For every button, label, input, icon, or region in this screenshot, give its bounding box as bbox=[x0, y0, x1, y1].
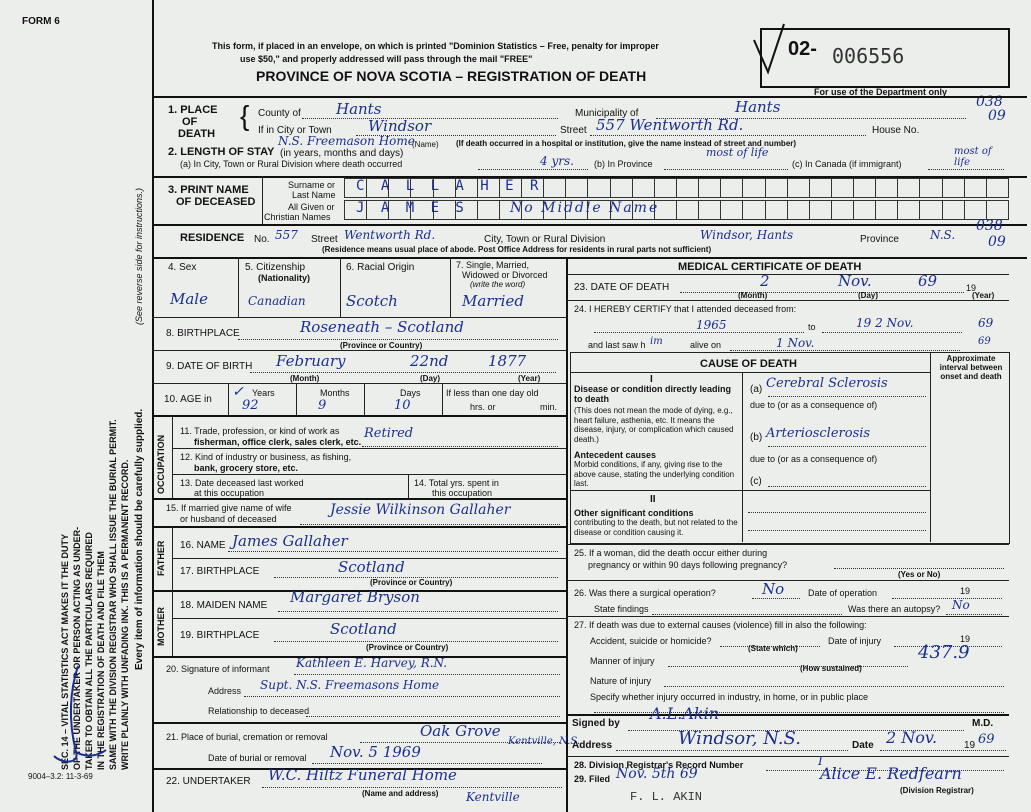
side-instruction-7: Every item of information should be carefully supplied. bbox=[134, 408, 145, 670]
side-instruction-4: IN THE REGISTRATION OF DEATH AND FILE THEM bbox=[96, 551, 106, 770]
letter-box bbox=[942, 200, 965, 220]
residence-code-1: 038 bbox=[976, 218, 1003, 234]
signed-by-label: Signed by bbox=[572, 718, 620, 729]
letter-box bbox=[765, 178, 788, 198]
informant-address: Supt. N.S. Freemasons Home bbox=[260, 678, 440, 692]
given-label-2: Christian Names bbox=[264, 212, 331, 222]
dob-day: 22nd bbox=[410, 352, 449, 370]
letter-box bbox=[787, 200, 810, 220]
stay-canada-value: most of life bbox=[954, 146, 992, 168]
middle-name-value: No Middle Name bbox=[510, 200, 660, 216]
house-no-label: House No. bbox=[872, 125, 920, 136]
trade-value: Retired bbox=[364, 426, 414, 441]
last-saw-label: and last saw h bbox=[588, 340, 646, 350]
cause-a-label: (a) bbox=[750, 384, 763, 395]
age-months-label: Months bbox=[320, 388, 350, 398]
stay-label: 2. LENGTH OF STAY bbox=[168, 146, 275, 158]
citizenship-label: 5. Citizenship bbox=[245, 262, 306, 273]
trade-label-2: fisherman, office clerk, sales clerk, etc. bbox=[194, 437, 362, 447]
given-label-1: All Given or bbox=[288, 202, 335, 212]
surname-value: C A L L A H E R bbox=[356, 178, 543, 194]
residence-province-label: Province bbox=[860, 234, 899, 245]
physician-address: Windsor, N.S. bbox=[678, 728, 801, 749]
residence-street: Wentworth Rd. bbox=[344, 228, 436, 242]
margin-signature bbox=[40, 660, 110, 770]
racial-origin-value: Scotch bbox=[346, 292, 398, 310]
attended-to: 19 2 Nov. bbox=[856, 316, 914, 330]
roman-one: I bbox=[650, 374, 653, 385]
letter-box bbox=[986, 178, 1009, 198]
mother-birthplace-value: Scotland bbox=[330, 620, 397, 638]
residence-note: (Residence means usual place of abode. Post Office Address for residents in rural parts not sufficient) bbox=[322, 245, 712, 254]
letter-box bbox=[698, 178, 721, 198]
dod-day-label: (Day) bbox=[858, 291, 879, 300]
stay-province-value: most of life bbox=[706, 146, 769, 159]
letter-box bbox=[565, 178, 588, 198]
occupation-side-label: OCCUPATION bbox=[156, 434, 166, 494]
dob-day-label: (Day) bbox=[420, 374, 441, 383]
letter-box bbox=[942, 178, 965, 198]
father-birthplace-label: 17. BIRTHPLACE bbox=[180, 566, 260, 577]
interval-label: Approximate interval between onset and death bbox=[939, 354, 1003, 381]
mother-birthplace-note: (Province or Country) bbox=[366, 643, 449, 652]
letter-box bbox=[831, 178, 854, 198]
sex-label: 4. Sex bbox=[168, 262, 197, 273]
letter-box bbox=[809, 178, 832, 198]
burial-date-value: Nov. 5 1969 bbox=[330, 743, 421, 761]
name-label-2: OF DECEASED bbox=[176, 196, 256, 208]
state-which-label: (State which) bbox=[748, 644, 798, 653]
roman-two: II bbox=[650, 494, 656, 505]
dod-century: 19 bbox=[966, 283, 977, 293]
letter-box bbox=[897, 178, 920, 198]
letter-box bbox=[632, 178, 655, 198]
yes-no-label: (Yes or No) bbox=[898, 570, 941, 579]
side-instruction-3: TAKER TO OBTAIN ALL THE PARTICULARS REQUIRED bbox=[84, 532, 94, 770]
mother-name-value: Margaret Bryson bbox=[290, 588, 420, 606]
dob-year-label: (Year) bbox=[518, 374, 541, 383]
dod-label: 23. DATE OF DEATH bbox=[574, 282, 670, 293]
letter-box bbox=[477, 200, 500, 220]
form-title: PROVINCE OF NOVA SCOTIA – REGISTRATION OF DEATH bbox=[256, 68, 647, 84]
father-name-label: 16. NAME bbox=[180, 540, 226, 551]
side-instruction-1: SEC. 14 – VITAL STATISTICS ACT MAKES IT THE DUTY bbox=[60, 533, 70, 770]
marital-value: Married bbox=[462, 292, 524, 310]
name-label-1: 3. PRINT NAME bbox=[168, 184, 249, 196]
letter-box bbox=[610, 178, 633, 198]
pregnancy-label-1: 25. If a woman, did the death occur either during bbox=[574, 548, 768, 558]
letter-box bbox=[742, 178, 765, 198]
last-saw-date: 1 Nov. bbox=[776, 336, 815, 350]
residence-city: Windsor, Hants bbox=[700, 228, 794, 242]
stay-line-b: (b) In Province bbox=[594, 159, 653, 169]
form-number: FORM 6 bbox=[22, 16, 60, 27]
printed-physician-name: F. L. AKIN bbox=[630, 790, 703, 804]
pregnancy-label-2: pregnancy or within 90 days following pregnancy? bbox=[588, 560, 788, 570]
residence-label: RESIDENCE bbox=[180, 232, 245, 244]
residence-city-label: City, Town or Rural Division bbox=[484, 234, 606, 245]
alive-on-label: alive on bbox=[690, 340, 722, 350]
medical-header: MEDICAL CERTIFICATE OF DEATH bbox=[678, 261, 862, 273]
cause-a-value: Cerebral Sclerosis bbox=[766, 376, 888, 391]
due-to-a-label: due to (or as a consequence of) bbox=[750, 400, 878, 410]
attended-to-label: to bbox=[808, 322, 816, 332]
attended-from: 1965 bbox=[696, 318, 727, 332]
letter-box bbox=[853, 178, 876, 198]
letter-box bbox=[787, 178, 810, 198]
icd-code: 437.9 bbox=[918, 642, 970, 663]
age-label: 10. AGE in bbox=[164, 394, 212, 405]
residence-street-label: Street bbox=[311, 234, 338, 245]
place-code-1: 038 bbox=[976, 94, 1003, 110]
antecedent-label: Antecedent causes bbox=[574, 450, 657, 460]
other-conditions-note: contributing to the death, but not related to the disease or condition causing it. bbox=[574, 518, 738, 537]
given-value: J A M E S bbox=[356, 200, 468, 216]
dod-year-value: 69 bbox=[918, 272, 938, 290]
spouse-value: Jessie Wilkinson Gallaher bbox=[330, 502, 511, 518]
informant-signature-label: 20. Signature of informant bbox=[166, 664, 270, 674]
institution-value: N.S. Freemason Home bbox=[278, 134, 415, 148]
letter-box bbox=[831, 200, 854, 220]
envelope-note-2: use $50," and properly addressed will pass through the mail "FREE" bbox=[240, 54, 533, 64]
letter-box bbox=[720, 178, 743, 198]
age-years-label: Years bbox=[252, 388, 275, 398]
dob-month-label: (Month) bbox=[290, 374, 320, 383]
registrar-record-label: 28. Division Registrar's Record Number bbox=[574, 760, 744, 770]
informant-signature: Kathleen E. Harvey, R.N. bbox=[296, 656, 448, 670]
burial-place-value: Oak Grove bbox=[420, 722, 501, 740]
signed-year: 69 bbox=[978, 732, 995, 747]
marital-label-3: (write the word) bbox=[470, 280, 526, 289]
residence-province: N.S. bbox=[930, 228, 956, 242]
dod-month-label: (Month) bbox=[738, 291, 768, 300]
residence-number: 557 bbox=[275, 228, 298, 242]
department-use-label: For use of the Department only bbox=[814, 87, 948, 97]
how-sustained-label: (How sustained) bbox=[800, 664, 862, 673]
burial-place-label: 21. Place of burial, cremation or removal bbox=[166, 732, 328, 742]
external-causes-label: 27. If death was due to external causes (violence) fill in also the following: bbox=[574, 620, 867, 630]
last-saw-him: im bbox=[650, 336, 663, 347]
place-of-label: OF bbox=[182, 116, 198, 128]
less-than-day-label: If less than one day old bbox=[446, 388, 539, 398]
letter-box bbox=[809, 200, 832, 220]
filed-label: 29. Filed bbox=[574, 774, 611, 784]
letter-box bbox=[720, 200, 743, 220]
other-conditions-label: Other significant conditions bbox=[574, 508, 694, 518]
street-label: Street bbox=[560, 125, 587, 136]
spouse-label-2: or husband of deceased bbox=[180, 514, 277, 524]
mother-side-label: MOTHER bbox=[156, 607, 166, 646]
division-registrar-label: (Division Registrar) bbox=[900, 786, 974, 795]
stay-line-c: (c) In Canada (if immigrant) bbox=[792, 159, 902, 169]
min-label: min. bbox=[540, 402, 558, 412]
signed-date-label: Date bbox=[852, 740, 874, 751]
certify-label: 24. I HEREBY CERTIFY that I attended deceased from: bbox=[574, 304, 797, 314]
letter-box bbox=[964, 178, 987, 198]
surgery-value: No bbox=[762, 580, 785, 598]
sex-value: Male bbox=[170, 290, 208, 308]
marital-label-1: 7. Single, Married, bbox=[456, 260, 530, 270]
physician-signature: A.L.Akin bbox=[650, 704, 720, 723]
dob-year: 1877 bbox=[488, 352, 527, 370]
direct-cause-label: Disease or condition directly leading to death bbox=[574, 384, 732, 404]
dod-year-label: (Year) bbox=[972, 291, 995, 300]
spouse-label-1: 15. If married give name of wife bbox=[166, 503, 292, 513]
marital-label-2: Widowed or Divorced bbox=[462, 270, 548, 280]
city-label: If in City or Town bbox=[258, 125, 332, 136]
hrs-label: hrs. or bbox=[470, 402, 496, 412]
place-death-label: DEATH bbox=[178, 128, 216, 140]
father-side-label: FATHER bbox=[156, 540, 166, 576]
letter-box bbox=[742, 200, 765, 220]
footer-code: 9004–3.2: 11-3-69 bbox=[28, 772, 93, 781]
letter-box bbox=[919, 178, 942, 198]
registrar-signature: Alice E. Redfearn bbox=[820, 764, 962, 783]
accident-label: Accident, suicide or homicide? bbox=[590, 636, 712, 646]
dob-month: February bbox=[276, 352, 346, 370]
father-birthplace-value: Scotland bbox=[338, 558, 405, 576]
surname-label-2: Last Name bbox=[292, 190, 336, 200]
last-worked-label-1: 13. Date deceased last worked bbox=[180, 478, 304, 488]
letter-box bbox=[853, 200, 876, 220]
municipality-value: Hants bbox=[735, 98, 781, 116]
residence-no-label: No. bbox=[254, 234, 270, 245]
street-value: 557 Wentworth Rd. bbox=[596, 116, 744, 134]
mother-name-label: 18. MAIDEN NAME bbox=[180, 600, 268, 611]
physician-address-label: Address bbox=[572, 740, 613, 751]
injury-date-label: Date of injury bbox=[828, 636, 882, 646]
citizenship-value: Canadian bbox=[248, 294, 306, 308]
surgery-label: 26. Was there a surgical operation? bbox=[574, 588, 716, 598]
stay-city-value: 4 yrs. bbox=[540, 154, 574, 168]
burial-date-label: Date of burial or removal bbox=[208, 753, 307, 763]
operation-date-label: Date of operation bbox=[808, 588, 878, 598]
nationality-label: (Nationality) bbox=[258, 273, 311, 283]
undertaker-value: W.C. Hiltz Funeral Home bbox=[268, 766, 457, 784]
surname-label-1: Surname or bbox=[288, 180, 336, 190]
hospital-note: (If death occurred in a hospital or institution, give the name instead of street and number) bbox=[456, 139, 797, 148]
manner-label: Manner of injury bbox=[590, 656, 655, 666]
frame-left bbox=[152, 0, 154, 812]
relationship-label: Relationship to deceased bbox=[208, 706, 310, 716]
death-registration-form: FORM 6 SEC. 14 – VITAL STATISTICS ACT MAKES IT THE DUTY OF THE UNDERTAKER OR PERSON ACTING AS UNDER- TAKER TO OBTAIN ALL THE PARTICULARS REQUIRED IN THE REGISTRATION OF DEATH AND FILE THEM SAME WITH THE DIVISION REGISTRAR WHO SHALL ISSUE THE BURIAL PERMIT. WRITE PLAINLY WITH UNFADING INK. THIS IS A PERMANENT RECORD. Every item of information should be carefully supplied. (See reverse side for instructions.) 9004–3.2: 11-3-69 This form, if placed in an envelope, on which is printed "Dominion Statistics – Free, penalty for improper use $50," and properly addressed will pass through the mail "FREE" PROVINCE OF NOVA SCOTIA – REGISTRATION OF DEATH 02- 006556 For use of the Department only 038 09 1. PLACE OF DEATH { County of Hants Municipality of Hants If in City or Town Windsor Street 557 Wentworth Rd. House No. (If death occurred in a hospital or institution, give the name instead of street and number) N.S. Freemason Home 2. LENGTH OF STAY (in years, months and days) (Name) (a) In City, Town or Rural Division where death occurred 4 yrs. (b) In Province most of life (c) In Canada (if immigrant) most of life 3. PRINT NAME OF DECEASED Surname or Last Name All Given or Christian Names C A L L A H E R J A M E S No Middle Name RESIDENCE No. 557 Street Wentworth Rd. City, Town or Rural Division Windsor, Hants Province N.S. (Residence means usual place of abode. Post Office Address for residents in rural parts not sufficient) 038 09 4. Sex Male 5. Citizenship (Nationality) Canadian 6. Racial Origin Scotch 7. Single, Married, Widowed or Divorced (write the word) Married 8. BIRTHPLACE Roseneath – Scotland (Province or Country) 9. DATE OF BIRTH February 22nd 1877 (Month) (Day) (Year) 10. AGE in Years Months Days ✓ 92 9 10 If less than one day old hrs. or min. OCCUPATION 11. Trade, profession, or kind of work as fisherman, office clerk, sales clerk, etc. Retired 12. Kind of industry or business, as fishing, bank, grocery store, etc. 13. Date deceased last worked at this occupation 14. Total yrs. spent in this occupation 15. If married give name of wife or husband of deceased Jessie Wilkinson Gallaher FATHER 16. NAME James Gallaher 17. BIRTHPLACE Scotland (Province or Country) MOTHER 18. MAIDEN NAME Margaret Bryson 19. BIRTHPLACE Scotland (Province or Country) 20. Signature of informant Kathleen E. Harvey, R.N. Address Supt. N.S. Freemasons Home Relationship to deceased 21. Place of burial, cremation or removal Oak Grove Date of burial or removal Nov. 5 1969 Kentville, N.S. 22. UNDERTAKER W.C. Hiltz Funeral Home (Name and address) Kentville F. L. AKIN MEDICAL CERTIFICATE OF DEATH 23. DATE OF DEATH 2 Nov. 69 19 (Month) (Day) (Year) 24. I HEREBY CERTIFY that I attended deceased from: 1965 to 19 2 Nov. 69 and last saw h im alive on 1 Nov. 69 CAUSE OF DEATH Approximate interval between onset and death I Disease or condition directly leading to death (This does not mean the mode of dying, e.g., heart failure, asthenia, etc. It means the disease, injury, or complication which caused death.) (a) Cerebral Sclerosis due to (or as a consequence of) (b) Arteriosclerosis Antecedent causes Morbid conditions, if any, giving rise to the above cause, stating the underlying condition last. due to (or as a consequence of) (c) II Other significant conditions contributing to the death, but not related to the disease or condition causing it. 25. If a woman, did the death occur either during pregnancy or within 90 days following pregnancy? (Yes or No) 26. Was there a surgical operation? No Date of operation 19 State findings Was there an autopsy? No 27. If death was due to external causes (violence) fill in also the following: Accident, suicide or homicide? Date of injury 19 (State which) 437.9 Manner of injury (How sustained) Nature of injury Specify whether injury occurred in industry, in home, or in public place Signed by A.L.Akin M.D. Address Windsor, N.S. Date 2 Nov. 19 69 28. Division Registrar's Record Number I 29. Filed Nov. 5th 69 Alice E. Redfearn (Division Registrar) bbox=[0, 0, 1031, 812]
autopsy-label: Was there an autopsy? bbox=[848, 604, 941, 614]
letter-box bbox=[875, 200, 898, 220]
letter-box bbox=[676, 178, 699, 198]
letter-box bbox=[897, 200, 920, 220]
age-days-value: 10 bbox=[394, 398, 411, 413]
father-birthplace-note: (Province or Country) bbox=[370, 578, 453, 587]
last-worked-label-2: at this occupation bbox=[194, 488, 265, 498]
cause-b-label: (b) bbox=[750, 432, 763, 443]
city-value: Windsor bbox=[368, 117, 432, 135]
check-mark bbox=[750, 20, 790, 80]
burial-town: Kentville, N.S. bbox=[508, 736, 581, 747]
undertaker-town: Kentville bbox=[466, 790, 520, 804]
undertaker-name-address-label: (Name and address) bbox=[362, 789, 439, 798]
residence-code-2: 09 bbox=[988, 234, 1006, 250]
municipality-label: Municipality of bbox=[575, 108, 639, 119]
dod-month-value: Nov. bbox=[838, 272, 872, 290]
age-days-label: Days bbox=[400, 388, 421, 398]
father-name-value: James Gallaher bbox=[232, 532, 348, 550]
autopsy-value: No bbox=[952, 598, 970, 612]
registration-number: 006556 bbox=[832, 44, 905, 68]
industry-place-label: Specify whether injury occurred in industry, in home, or in public place bbox=[590, 692, 868, 702]
cause-b-value: Arteriosclerosis bbox=[766, 426, 871, 441]
antecedent-note: Morbid conditions, if any, giving rise to the above cause, stating the underlying condition last. bbox=[574, 460, 735, 488]
mother-birthplace-label: 19. BIRTHPLACE bbox=[180, 630, 260, 641]
birthplace-label: 8. BIRTHPLACE bbox=[166, 328, 240, 339]
industry-label-2: bank, grocery store, etc. bbox=[194, 463, 299, 473]
side-instruction-8: (See reverse side for instructions.) bbox=[134, 187, 144, 325]
envelope-note-1: This form, if placed in an envelope, on which is printed "Dominion Statistics – Free, penalty for improper bbox=[212, 41, 659, 51]
place-code-2: 09 bbox=[988, 108, 1006, 124]
letter-box bbox=[986, 200, 1009, 220]
attended-to-year: 69 bbox=[978, 316, 994, 330]
undertaker-label: 22. UNDERTAKER bbox=[166, 776, 251, 787]
letter-box bbox=[765, 200, 788, 220]
dob-label: 9. DATE OF BIRTH bbox=[166, 361, 253, 372]
registration-prefix: 02- bbox=[788, 38, 817, 60]
informant-address-label: Address bbox=[208, 686, 242, 696]
total-years-label-2: this occupation bbox=[432, 488, 493, 498]
stay-name-label: (Name) bbox=[412, 140, 439, 149]
registrar-record-value: I bbox=[818, 754, 823, 768]
dod-day-value: 2 bbox=[760, 272, 770, 290]
state-findings-label: State findings bbox=[594, 604, 649, 614]
birthplace-value: Roseneath – Scotland bbox=[300, 318, 464, 336]
total-years-label-1: 14. Total yrs. spent in bbox=[414, 478, 499, 488]
stay-sub-label: (in years, months and days) bbox=[280, 148, 404, 159]
signed-date: 2 Nov. bbox=[886, 728, 938, 747]
side-instruction-2: OF THE UNDERTAKER OR PERSON ACTING AS UNDER- bbox=[72, 526, 82, 770]
nature-label: Nature of injury bbox=[590, 676, 652, 686]
birthplace-note: (Province or Country) bbox=[340, 341, 423, 350]
letter-box bbox=[587, 178, 610, 198]
last-saw-year: 69 bbox=[978, 336, 991, 347]
md-label: M.D. bbox=[972, 718, 994, 729]
racial-origin-label: 6. Racial Origin bbox=[346, 262, 415, 273]
cause-header: CAUSE OF DEATH bbox=[700, 358, 797, 370]
letter-box bbox=[919, 200, 942, 220]
due-to-b-label: due to (or as a consequence of) bbox=[750, 454, 878, 464]
filed-value: Nov. 5th 69 bbox=[616, 766, 698, 782]
letter-box bbox=[698, 200, 721, 220]
age-years-value: 92 bbox=[242, 398, 259, 413]
letter-box bbox=[543, 178, 566, 198]
trade-label-1: 11. Trade, profession, or kind of work as bbox=[180, 426, 340, 436]
direct-cause-note: (This does not mean the mode of dying, e.g., heart failure, asthenia, etc. It means the disease, injury, or complication which caused death.) bbox=[574, 406, 734, 444]
county-label: County of bbox=[258, 108, 301, 119]
age-months-value: 9 bbox=[318, 398, 327, 413]
side-instruction-6: WRITE PLAINLY WITH UNFADING INK. THIS IS A PERMANENT RECORD. bbox=[120, 459, 130, 770]
letter-box bbox=[964, 200, 987, 220]
stay-line-a: (a) In City, Town or Rural Division where death occurred bbox=[180, 159, 403, 169]
industry-label-1: 12. Kind of industry or business, as fishing, bbox=[180, 452, 352, 462]
county-value: Hants bbox=[336, 100, 382, 118]
cause-c-label: (c) bbox=[750, 476, 762, 487]
side-instruction-5: SAME WITH THE DIVISION REGISTRAR WHO SHALL ISSUE THE BURIAL PERMIT. bbox=[108, 419, 118, 770]
letter-box bbox=[654, 178, 677, 198]
letter-box bbox=[676, 200, 699, 220]
letter-box bbox=[875, 178, 898, 198]
place-label: 1. PLACE bbox=[168, 104, 218, 116]
